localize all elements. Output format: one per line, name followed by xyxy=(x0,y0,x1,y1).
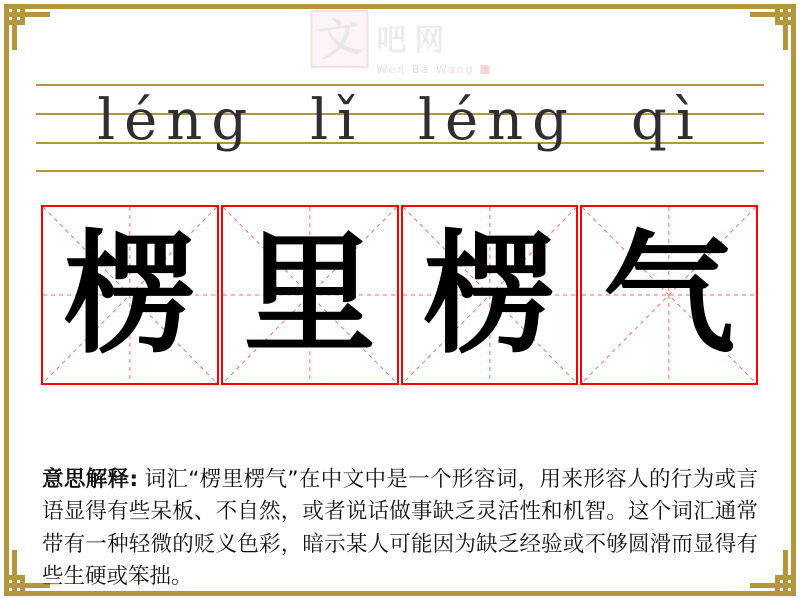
character-practice-box xyxy=(401,205,579,385)
character-practice-box xyxy=(221,205,399,385)
logo-brand-characters: 吧网 xyxy=(376,23,453,58)
hanzi-character: 楞 xyxy=(423,218,556,372)
frame-corner-ornament-top-right xyxy=(750,4,796,50)
logo-stamp-icon xyxy=(310,10,368,68)
pinyin-syllable: léng xyxy=(97,88,257,153)
pinyin-rule-line xyxy=(36,170,764,172)
pinyin-text xyxy=(36,88,764,153)
pinyin-four-line-grid xyxy=(36,84,764,172)
definition-paragraph xyxy=(42,464,758,594)
pinyin-syllable: qì xyxy=(631,88,703,153)
logo-subtitle-row xyxy=(376,63,489,76)
logo-subtitle-text: Wen Ba Wang xyxy=(376,63,475,76)
definition-label: 意思解释: xyxy=(42,466,139,492)
hanzi-character: 气 xyxy=(603,218,736,372)
site-logo-watermark xyxy=(310,10,489,76)
pinyin-syllable: léng xyxy=(418,88,577,153)
frame-corner-ornament-top-left xyxy=(4,4,50,50)
logo-stamp-character: 文 xyxy=(315,11,364,66)
logo-text-block xyxy=(376,10,489,76)
pinyin-rule-line xyxy=(36,84,764,86)
character-grid-row xyxy=(41,205,758,385)
hanzi-character: 楞 xyxy=(63,218,196,372)
logo-red-square-icon xyxy=(481,65,490,74)
character-practice-box xyxy=(580,205,758,385)
pinyin-syllable: lǐ xyxy=(310,88,365,153)
hanzi-character: 里 xyxy=(243,218,376,372)
definition-text: 词汇“楞里楞气”在中文中是一个形容词，用来形容人的行为或言语显得有些呆板、不自然，或者说话做事缺乏灵活性和机智。这个词汇通常带有一种轻微的贬义色彩，暗示某人可能因为缺乏经验或不够圆滑而显得有些生硬或笨拙。 xyxy=(42,466,759,589)
character-practice-box xyxy=(41,205,219,385)
